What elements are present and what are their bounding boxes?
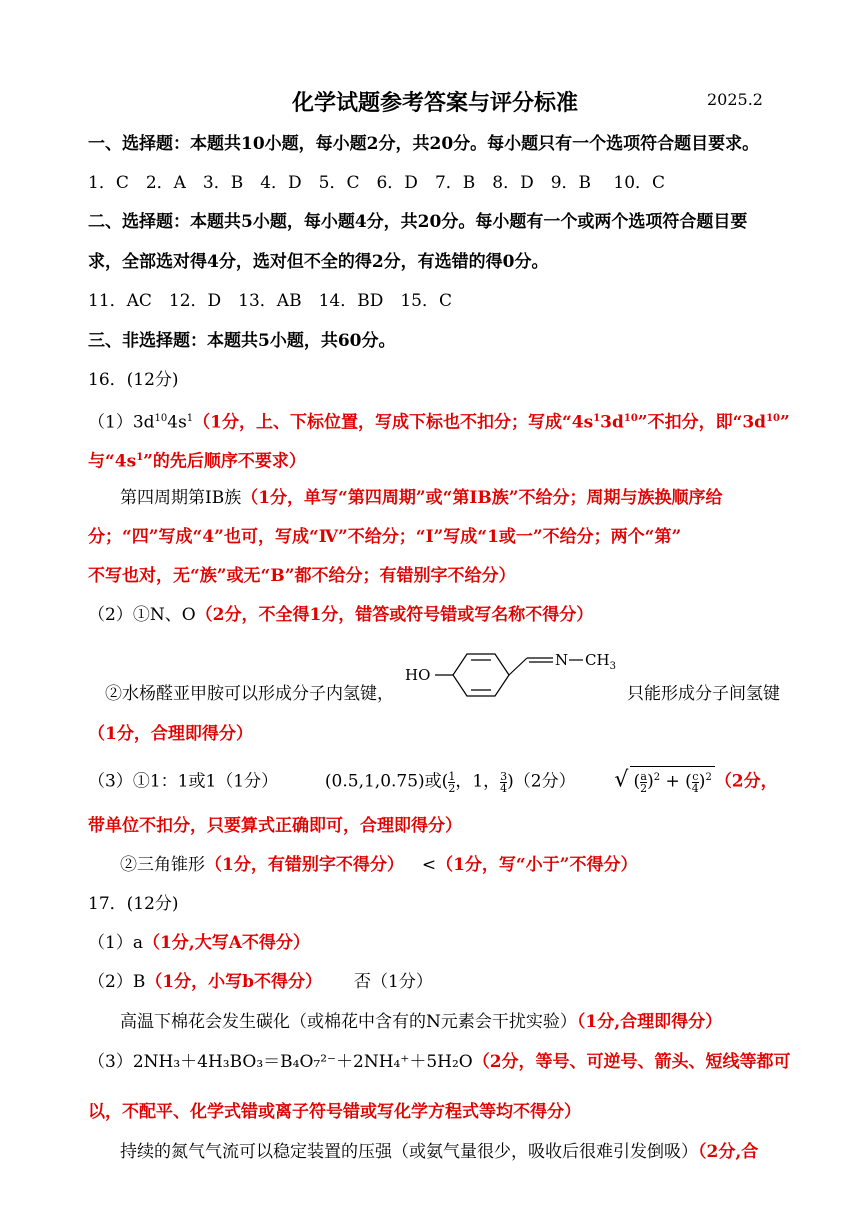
q17-p1-note: （1分,大写A不得分） [142,933,310,953]
q16-label: 16．(12分) [88,370,179,390]
q16-p2b-text2: 只能形成分子间氢键 [627,684,780,704]
q16-p1-line2-b: ”的先后顺序不要求） [143,451,306,472]
sqrt-sup-1: 2 [653,772,661,783]
sqrt-paren-close-1: ) [647,771,654,792]
q17-label: 17．(12分) [88,894,179,914]
molecule-bond-ch [509,658,527,675]
q16-part1-line1 [88,408,807,434]
q16-p1b-note3: 不写也对，无“族”或无“B”都不给分；有错别字不给分） [88,566,516,586]
fraction-3-4-num: 3 [500,769,508,783]
section1-heading: 一、选择题：本题共10小题，每小题2分，共20分。每小题只有一个选项符合题目要求。 [88,134,760,154]
q16-p3-note1: （2分， [714,771,778,792]
molecule-ch-label: CH [585,651,610,669]
q16-part1b-line1 [120,487,807,509]
sqrt-paren-close-2: ) [698,771,706,792]
q17-part2-line [88,971,807,993]
q17-part3b-line [120,1141,807,1163]
q16-p3b-answer2: < [421,855,437,875]
q17-p3-note1: （2分，等号、可逆号、箭头、短线等都可 [472,1052,791,1072]
page-title: 化学试题参考答案与评分标准 [292,90,579,116]
q16-p3b-note2: （1分，写“小于”不得分） [436,855,638,875]
q16-p3b-answer: ②三角锥形 [120,855,205,875]
q17-p3b-answer: 持续的氮气气流可以稳定装置的压强（或氨气量很少，吸收后很难引发倒吸） [120,1142,698,1162]
q16-p1-line2-a: 与“4s [88,451,137,472]
q16-p2-note: （2分，不全得1分，错答或符号错或写名称不得分） [195,605,594,625]
q17-p3b-note: （2分,合 [698,1142,759,1162]
section2-heading-line2: 求，全部选对得4分，选对但不全的得2分，有选错的得0分。 [88,252,549,272]
q16-p1-sup2: 1 [186,413,194,424]
q16-p3-b: (0.5,1,0.75)或( [324,771,449,792]
q16-p1-line2-sup: 1 [136,452,144,463]
q17-part3-line1 [88,1051,807,1073]
q16-part2-line [88,604,807,626]
section1-answers: 1．C 2．A 3．B 4．D 5．C 6．D 7．B 8．D 9．B 10．C [88,173,666,193]
q17-p1-answer: （1）a [88,933,143,953]
sqrt-plus: + ( [660,771,692,792]
q16-p3-a: （3）①1：1或1（1分） [88,771,279,792]
q16-p1-note-sup-b: 10 [623,413,638,424]
q16-p3-d: )（2分） [507,771,576,792]
q16-part3-line1 [88,766,807,794]
q17-p2-answer: （2）B [88,972,146,992]
q16-part1-line2 [88,447,807,473]
q16-p2-answer: （2）①N、O [88,605,196,625]
molecule-structure [405,646,635,702]
page-date: 2025.2 [707,90,763,109]
sqrt-sup-2: 2 [705,772,712,783]
section2-heading-line1: 二、选择题：本题共5小题，每小题4分，共20分。每小题有一个或两个选项符合题目要 [88,212,748,232]
molecule-n-label: N [555,651,569,669]
fraction-c-4 [692,771,699,794]
fraction-c-4-den: 4 [691,781,699,795]
molecule-ch3-label [585,651,616,672]
q16-p3-note2: 带单位不扣分，只要算式正确即可，合理即得分） [88,816,462,836]
q16-p1-sup1: 10 [154,413,168,424]
q16-p1-note-sup-a: 1 [593,413,601,424]
molecule-sub3-label: 3 [609,661,616,672]
q16-p1b-note1: （1分，单写“第四周期”或“第ⅠB族”不给分；周期与族换顺序给 [241,488,723,508]
q16-p1-note-sup-c: 10 [766,413,780,424]
q16-p1b-answer: 第四周期第IB族 [120,488,242,508]
q16-p2b-text1: ②水杨醛亚甲胺可以形成分子内氢键， [105,684,394,704]
q17-p3-note2: 以，不配平、化学式错或离子符号错或写化学方程式等均不得分） [88,1102,581,1122]
q16-p1b-note2: 分；“四”写成“4”也可，写成“Ⅳ”不给分；“Ⅰ”写成“1或一”不给分；两个“第” [88,527,682,547]
section3-heading: 三、非选择题：本题共5小题，共60分。 [88,331,396,351]
q16-p1-note-d: ” [780,412,790,433]
molecule-ho-label: HO [405,666,431,684]
q16-p3b-note1: （1分，有错别字不得分） [205,855,404,875]
fraction-c-4-num: c [692,769,699,783]
q17-p2-note: （1分，小写b不得分） [145,972,323,992]
q17-part2b-line [120,1011,807,1033]
q16-p2b-note: （1分，合理即得分） [88,724,253,744]
fraction-a-2-num: a [640,769,647,783]
q16-part3b-line [120,854,807,876]
q16-p1-note-c: ”不扣分，即“3d [637,412,767,433]
section2-answers: 11．AC 12．D 13．AB 14．BD 15．C [88,291,452,311]
fraction-1-2-den: 2 [448,781,456,795]
fraction-3-4-den: 4 [500,781,508,795]
q16-p1-note-a: （1分，上、下标位置，写成下标也不扣分；写成“4s [193,412,594,433]
q16-p3-c: ，1， [455,771,501,792]
q17-p2-answer2: 否（1分） [354,972,433,992]
sqrt-icon: √ [614,767,629,793]
sqrt-expression [630,766,714,794]
q16-p1-prefix: （1）3d [88,412,155,433]
sqrt-paren-open-1: ( [633,771,641,792]
q16-p1-mid: 4s [167,412,187,433]
q17-p3-answer: （3）2NH₃＋4H₃BO₃＝B₄O₇²⁻＋2NH₄⁺＋5H₂O [88,1052,473,1072]
fraction-a-2-den: 2 [640,781,648,795]
q17-part1-line [88,932,807,954]
fraction-1-2-num: 1 [448,769,456,783]
q16-p1-note-b: 3d [600,412,624,433]
q17-p2b-answer: 高温下棉花会发生碳化（或棉花中含有的N元素会干扰实验） [120,1012,577,1032]
q17-p2b-note: （1分,合理即得分） [576,1012,723,1032]
